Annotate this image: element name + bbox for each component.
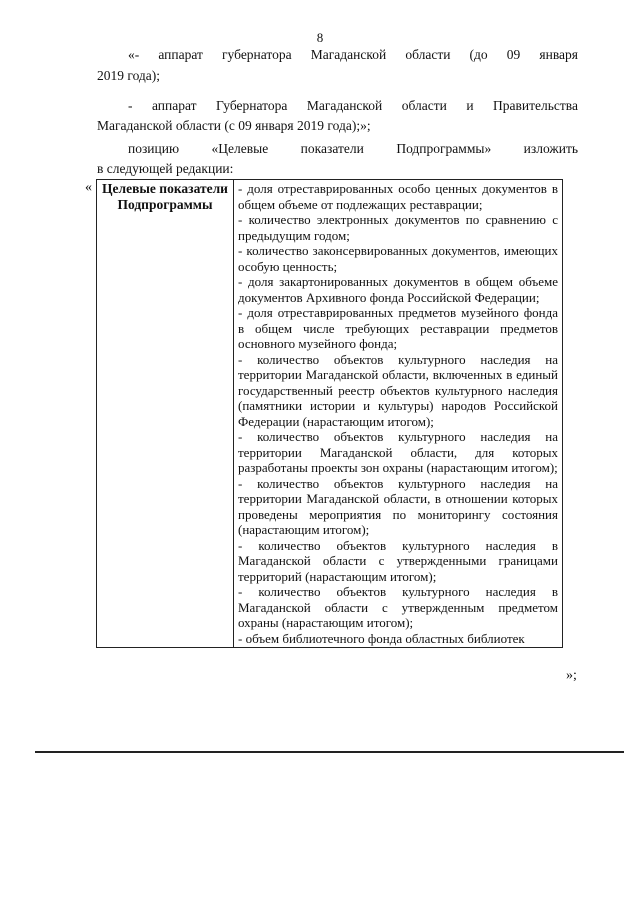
indicator-item: - объем библиотечного фонда областных библиотек	[238, 630, 525, 646]
indicator-item: - доля отреставрированных предметов музейного фонда в общем числе требующих реставрации предметов основного музейного фонда;	[238, 305, 558, 351]
table-label-cell: Целевые показатели Подпрограммы	[97, 180, 234, 648]
indicator-item: - количество объектов культурного наследия в Магаданской области с утвержденным предметом охраны (нарастающим итогом);	[238, 584, 558, 630]
page-number: 8	[316, 30, 324, 45]
target-indicators-table	[96, 179, 563, 648]
intro-paragraph-1-line-1: «- аппарат губернатора Магаданской области (до 09 января	[128, 47, 578, 62]
indicator-item: - доля закартонированных документов в общем объеме документов Архивного фонда Российской Федерации;	[238, 274, 558, 305]
table-list-cell	[234, 180, 563, 648]
intro-paragraph-2-line-2: Магаданской области (с 09 января 2019 года);»;	[97, 118, 371, 133]
intro-paragraph-3-line-2: в следующей редакции:	[97, 161, 234, 176]
indicator-item: - количество объектов культурного наследия на территории Магаданской области, для которых разработаны проекты зон охраны (нарастающим итогом);	[238, 429, 558, 475]
footer-divider	[35, 751, 624, 753]
indicator-item: - количество объектов культурного наследия на территории Магаданской области, в отношении которых проведены мероприятия по мониторингу состояния (нарастающим итогом);	[238, 475, 558, 537]
closing-quote-mark: »;	[566, 668, 577, 683]
opening-quote-mark: «	[85, 180, 92, 195]
indicator-item: - количество объектов культурного наследия в Магаданской области с утвержденными границами территорий (нарастающим итогом);	[238, 537, 558, 584]
intro-paragraph-3-line-1: позицию «Целевые показатели Подпрограммы» изложить	[128, 141, 578, 156]
indicator-item: - количество законсервированных документов, имеющих особую ценность;	[238, 243, 558, 274]
table-row	[97, 180, 563, 648]
intro-paragraph-2-line-1: - аппарат Губернатора Магаданской области и Правительства	[128, 98, 578, 113]
indicator-item: - доля отреставрированных особо ценных документов в общем объеме от подлежащих реставрации;	[238, 181, 558, 212]
intro-paragraph-1-line-2: 2019 года);	[97, 68, 161, 83]
indicator-item: - количество электронных документов по сравнению с предыдущим годом;	[238, 212, 558, 243]
indicator-item: - количество объектов культурного наследия на территории Магаданской области, включенных в единый государственный реестр объектов культурного наследия (памятники истории и культуры) народов Российской Федерации (нарастающим итогом);	[238, 351, 558, 429]
